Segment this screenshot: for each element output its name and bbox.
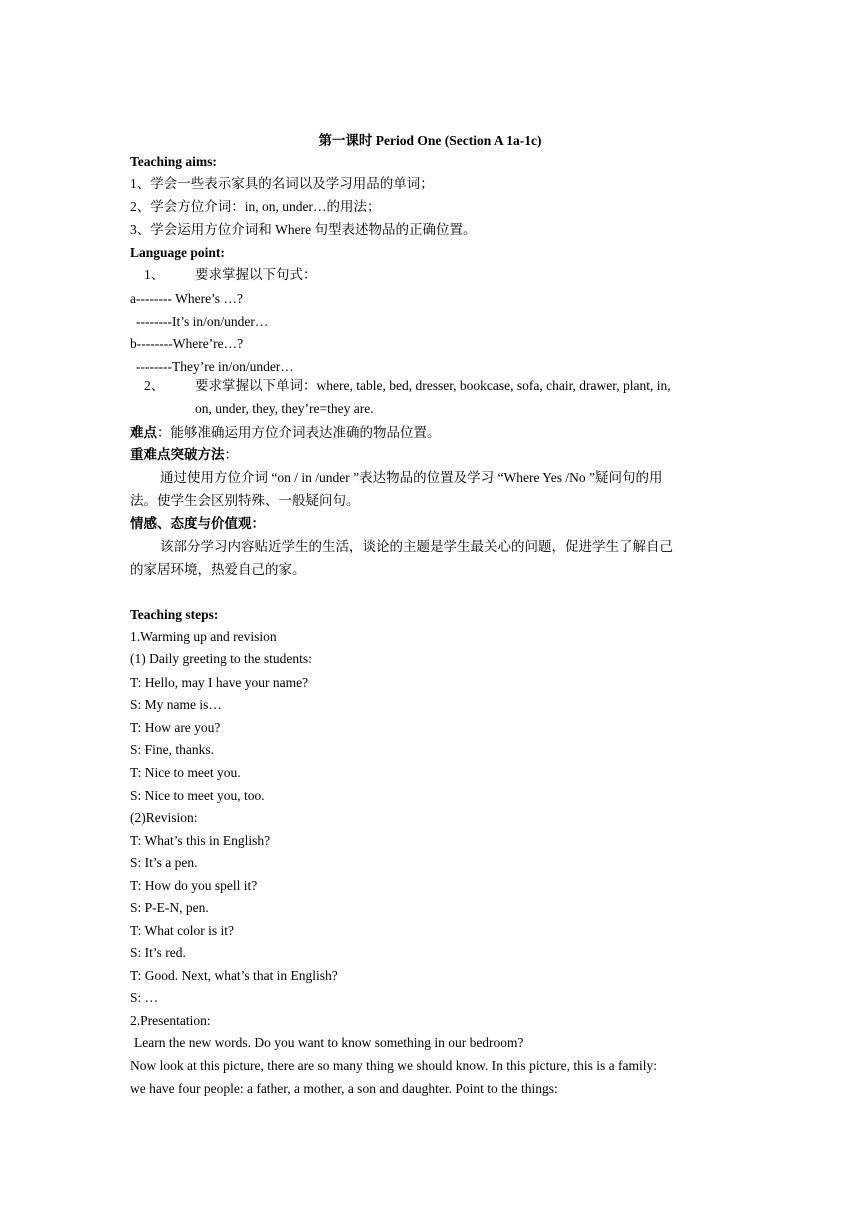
step-line: 2.Presentation: [130, 1013, 211, 1028]
pattern-a-where-is: a-------- Where’s …? [130, 291, 243, 306]
step-line: S: It’s a pen. [130, 855, 198, 870]
step-line: S: … [130, 990, 159, 1005]
step-line: S: My name is… [130, 697, 222, 712]
step-line: 1.Warming up and revision [130, 629, 277, 644]
step-line: T: How are you? [130, 720, 221, 735]
language-item2-line1: 要求掌握以下单词：where, table, bed, dresser, bookcase, sofa, chair, drawer, plant, in, [195, 378, 671, 393]
step-line: S: Fine, thanks. [130, 742, 215, 757]
step-line: Now look at this picture, there are so many thing we should know. In this picture, this is a family: [130, 1058, 658, 1073]
method-heading: 重难点突破方法 [130, 447, 225, 462]
aims-item-2: 2、学会方位介词：in, on, under…的用法； [130, 199, 381, 214]
step-line: T: How do you spell it? [130, 878, 258, 893]
step-line: (2)Revision: [130, 810, 198, 825]
step-line: T: Nice to meet you. [130, 765, 241, 780]
pattern-a-answer: --------It’s in/on/under… [136, 314, 269, 329]
step-line: T: Hello, may I have your name? [130, 675, 309, 690]
language-item2-line2: on, under, they, they’re=they are. [195, 401, 374, 416]
pattern-b-answer: --------They’re in/on/under… [136, 359, 294, 374]
step-line: T: What color is it? [130, 923, 235, 938]
step-line: S: Nice to meet you, too. [130, 788, 265, 803]
language-item1-number: 1、 [144, 267, 165, 282]
values-heading: 情感、态度与价值观： [130, 516, 265, 531]
aims-item-3: 3、学会运用方位介词和 Where 句型表述物品的正确位置。 [130, 222, 477, 237]
difficulty-text: ：能够准确运用方位介词表达准确的物品位置。 [157, 425, 441, 440]
difficulty-line [130, 424, 441, 442]
step-line: Learn the new words. Do you want to know something in our bedroom? [134, 1035, 524, 1050]
values-line-2: 的家居环境，热爱自己的家。 [130, 562, 306, 577]
aims-heading: Teaching aims: [130, 154, 217, 169]
values-line-1: 该部分学习内容贴近学生的生活，谈论的主题是学生最关心的问题，促进学生了解自己 [160, 539, 673, 554]
steps-heading: Teaching steps: [130, 607, 219, 622]
language-item1-text: 要求掌握以下句式： [195, 267, 317, 282]
step-line: T: Good. Next, what’s that in English? [130, 968, 338, 983]
step-line: T: What’s this in English? [130, 833, 271, 848]
method-heading-line [130, 446, 238, 464]
language-item2-number: 2、 [144, 378, 165, 393]
step-line: S: P-E-N, pen. [130, 900, 209, 915]
step-line: S: It’s red. [130, 945, 186, 960]
pattern-b-where-are: b--------Where’re…? [130, 336, 244, 351]
language-heading: Language point: [130, 245, 225, 260]
method-line-1: 通过使用方位介词 “on / in /under ”表达物品的位置及学习 “Where Yes /No ”疑问句的用 [160, 470, 663, 485]
method-colon: ： [224, 447, 238, 462]
method-line-2: 法。使学生会区别特殊、一般疑问句。 [130, 493, 360, 508]
difficulty-label: 难点 [130, 425, 157, 440]
aims-item-1: 1、学会一些表示家具的名词以及学习用品的单词； [130, 176, 434, 191]
page-title: 第一课时 Period One (Section A 1a-1c) [318, 133, 542, 148]
step-line: we have four people: a father, a mother, a son and daughter. Point to the things: [130, 1081, 558, 1096]
step-line: (1) Daily greeting to the students: [130, 651, 312, 666]
